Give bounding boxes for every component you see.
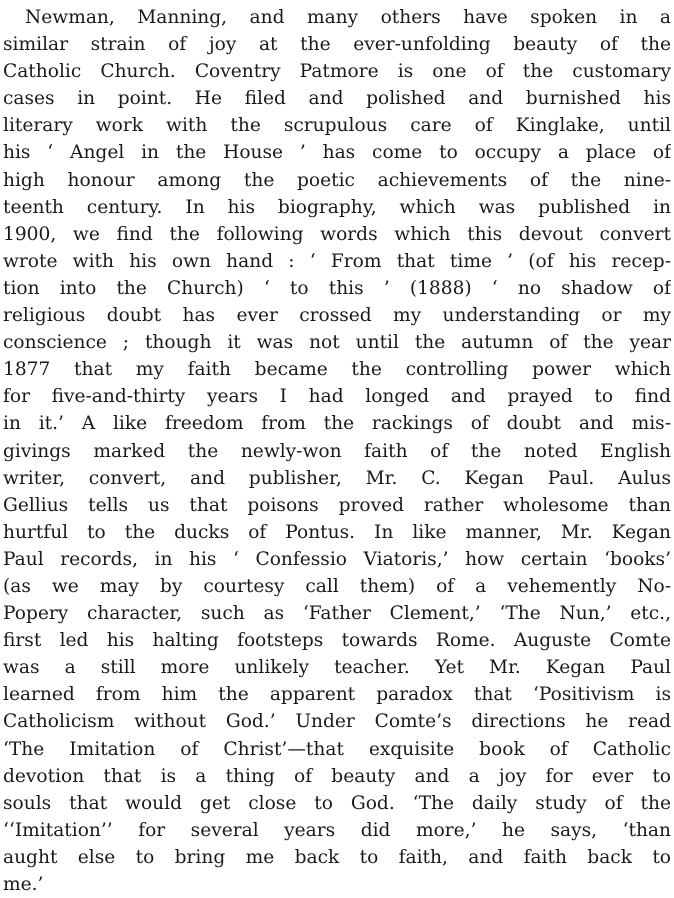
text-line: religious doubt has ever crossed my understanding or my	[3, 305, 671, 327]
text-line: Popery character, such as ‘Father Clement,’ ‘The Nun,’ etc.,	[3, 603, 671, 625]
text-line: writer, convert, and publisher, Mr. C. Kegan Paul. Aulus	[3, 467, 671, 489]
text-line: similar strain of joy at the ever-unfolding beauty of the	[3, 34, 671, 56]
text-line: aught else to bring me back to faith, and faith back to	[3, 846, 671, 868]
text-line: first led his halting footsteps towards Rome. Auguste Comte	[3, 630, 671, 652]
text-line: conscience ; though it was not until the autumn of the year	[3, 332, 671, 354]
text-line: me.’	[3, 874, 44, 895]
paragraph	[3, 4, 671, 898]
text-line: devotion that is a thing of beauty and a joy for ever to	[3, 765, 671, 787]
text-line: Paul records, in his ‘ Confessio Viatoris,’ how certain ‘books’	[3, 548, 671, 570]
text-line: 1900, we find the following words which this devout convert	[3, 223, 671, 245]
text-line: Catholic Church. Coventry Patmore is one of the customary	[3, 61, 671, 83]
text-line: his ‘ Angel in the House ’ has come to occupy a place of	[3, 142, 671, 164]
text-line: cases in point. He filed and polished and burnished his	[3, 88, 671, 110]
text-line: Newman, Manning, and many others have spoken in a	[25, 7, 671, 28]
text-line: givings marked the newly-won faith of the noted English	[3, 440, 671, 462]
text-line: in it.’ A like freedom from the rackings of doubt and mis-	[3, 413, 671, 435]
text-line: high honour among the poetic achievements of the nine-	[3, 169, 671, 191]
text-line: literary work with the scrupulous care of Kinglake, until	[3, 115, 671, 137]
text-line: for five-and-thirty years I had longed and prayed to find	[3, 386, 671, 408]
text-line: tion into the Church) ‘ to this ’ (1888) ‘ no shadow of	[3, 277, 671, 299]
text-line: was a still more unlikely teacher. Yet Mr. Kegan Paul	[3, 657, 671, 679]
text-line: souls that would get close to God. ‘The daily study of the	[3, 792, 671, 814]
text-line: learned from him the apparent paradox that ‘Positivism is	[3, 684, 671, 706]
text-line: hurtful to the ducks of Pontus. In like manner, Mr. Kegan	[3, 521, 671, 543]
text-line: Catholicism without God.’ Under Comte’s directions he read	[3, 711, 671, 733]
text-line: Gellius tells us that poisons proved rather wholesome than	[3, 494, 671, 516]
text-line: (as we may by courtesy call them) of a vehemently No-	[3, 575, 671, 597]
text-line: teenth century. In his biography, which was published in	[3, 196, 671, 218]
text-line: ‘The Imitation of Christ’—that exquisite book of Catholic	[3, 738, 671, 760]
text-line: wrote with his own hand : ‘ From that time ’ (of his recep-	[3, 250, 671, 272]
text-line: ‘‘Imitation’’ for several years did more,’ he says, ‘than	[3, 819, 671, 841]
text-line: 1877 that my faith became the controlling power which	[3, 359, 671, 381]
